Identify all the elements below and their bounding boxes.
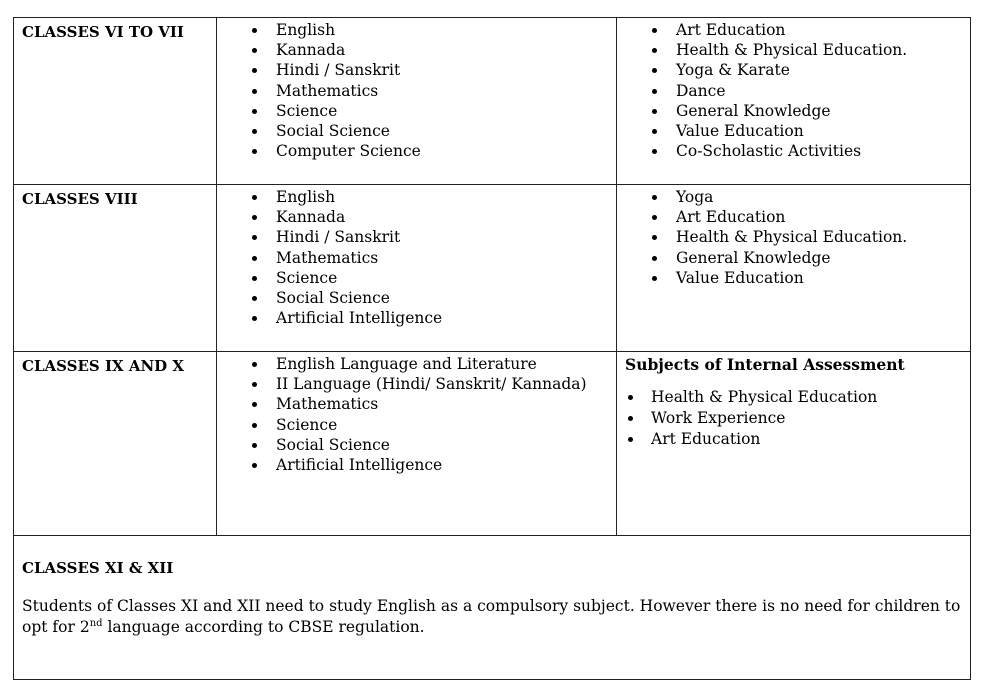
list-item: Dance (617, 81, 970, 101)
bullet-icon (252, 443, 257, 448)
list-item: Art Education (617, 207, 970, 227)
core-subject-list (217, 352, 616, 475)
bullet-icon (252, 276, 257, 281)
senior-classes-title: CLASSES XI & XII (22, 559, 174, 577)
bullet-icon (652, 129, 657, 134)
list-item: Social Science (217, 121, 616, 141)
bullet-icon (252, 195, 257, 200)
class-cell (14, 18, 217, 185)
list-item: English (217, 187, 616, 207)
core-subject-list (217, 18, 616, 161)
list-item: English Language and Literature (217, 354, 616, 374)
class-label: CLASSES VI TO VII (22, 23, 184, 41)
bullet-icon (652, 215, 657, 220)
other-subjects-cell (617, 18, 971, 185)
senior-classes-description: Students of Classes XI and XII need to study English as a compulsory subject. However there is no need for children to opt for 2nd language according to CBSE regulation. (22, 597, 961, 636)
bullet-icon (252, 215, 257, 220)
table-row (14, 185, 971, 352)
core-subjects-cell (217, 352, 617, 536)
list-item: Yoga & Karate (617, 60, 970, 80)
list-item: Kannada (217, 207, 616, 227)
core-subject-list (217, 185, 616, 328)
list-item: Social Science (217, 288, 616, 308)
list-item: Work Experience (617, 408, 970, 429)
class-cell (14, 352, 217, 536)
bullet-icon (652, 28, 657, 33)
bullet-icon (628, 416, 633, 421)
bullet-icon (252, 68, 257, 73)
internal-assessment-cell (617, 352, 971, 536)
bullet-icon (252, 423, 257, 428)
bullet-icon (252, 48, 257, 53)
list-item: Science (217, 415, 616, 435)
list-item: Art Education (617, 20, 970, 40)
bullet-icon (252, 463, 257, 468)
list-item: Mathematics (217, 81, 616, 101)
list-item: Art Education (617, 429, 970, 450)
bullet-icon (652, 109, 657, 114)
list-item: Artificial Intelligence (217, 308, 616, 328)
list-item: Health & Physical Education (617, 387, 970, 408)
core-subjects-cell (217, 18, 617, 185)
list-item: Yoga (617, 187, 970, 207)
list-item: Artificial Intelligence (217, 455, 616, 475)
list-item: Health & Physical Education. (617, 227, 970, 247)
list-item: Hindi / Sanskrit (217, 227, 616, 247)
list-item: Health & Physical Education. (617, 40, 970, 60)
bullet-icon (252, 316, 257, 321)
bullet-icon (252, 129, 257, 134)
bullet-icon (652, 89, 657, 94)
list-item: Computer Science (217, 141, 616, 161)
table-row (14, 352, 971, 536)
table-row (14, 536, 971, 680)
bullet-icon (652, 195, 657, 200)
list-item: Value Education (617, 268, 970, 288)
list-item: Hindi / Sanskrit (217, 60, 616, 80)
bullet-icon (252, 402, 257, 407)
class-cell (14, 185, 217, 352)
senior-classes-cell (14, 536, 971, 680)
list-item: Mathematics (217, 248, 616, 268)
bullet-icon (652, 48, 657, 53)
bullet-icon (252, 296, 257, 301)
bullet-icon (652, 68, 657, 73)
bullet-icon (252, 149, 257, 154)
bullet-icon (252, 256, 257, 261)
class-label: CLASSES VIII (22, 190, 138, 208)
list-item: Social Science (217, 435, 616, 455)
bullet-icon (252, 382, 257, 387)
internal-assessment-list (617, 375, 970, 450)
other-subject-list (617, 185, 970, 288)
bullet-icon (252, 362, 257, 367)
bullet-icon (628, 395, 633, 400)
bullet-icon (252, 109, 257, 114)
bullet-icon (628, 437, 633, 442)
bullet-icon (652, 276, 657, 281)
curriculum-table (13, 17, 971, 680)
core-subjects-cell (217, 185, 617, 352)
bullet-icon (252, 89, 257, 94)
list-item: Science (217, 268, 616, 288)
internal-assessment-heading: Subjects of Internal Assessment (625, 355, 905, 374)
list-item: General Knowledge (617, 248, 970, 268)
table-row (14, 18, 971, 185)
bullet-icon (252, 235, 257, 240)
bullet-icon (652, 149, 657, 154)
other-subjects-cell (617, 185, 971, 352)
list-item: Value Education (617, 121, 970, 141)
class-label: CLASSES IX AND X (22, 357, 185, 375)
list-item: II Language (Hindi/ Sanskrit/ Kannada) (217, 374, 616, 394)
list-item: Mathematics (217, 394, 616, 414)
bullet-icon (252, 28, 257, 33)
bullet-icon (652, 256, 657, 261)
list-item: English (217, 20, 616, 40)
bullet-icon (652, 235, 657, 240)
list-item: Kannada (217, 40, 616, 60)
list-item: General Knowledge (617, 101, 970, 121)
list-item: Science (217, 101, 616, 121)
other-subject-list (617, 18, 970, 161)
list-item: Co-Scholastic Activities (617, 141, 970, 161)
